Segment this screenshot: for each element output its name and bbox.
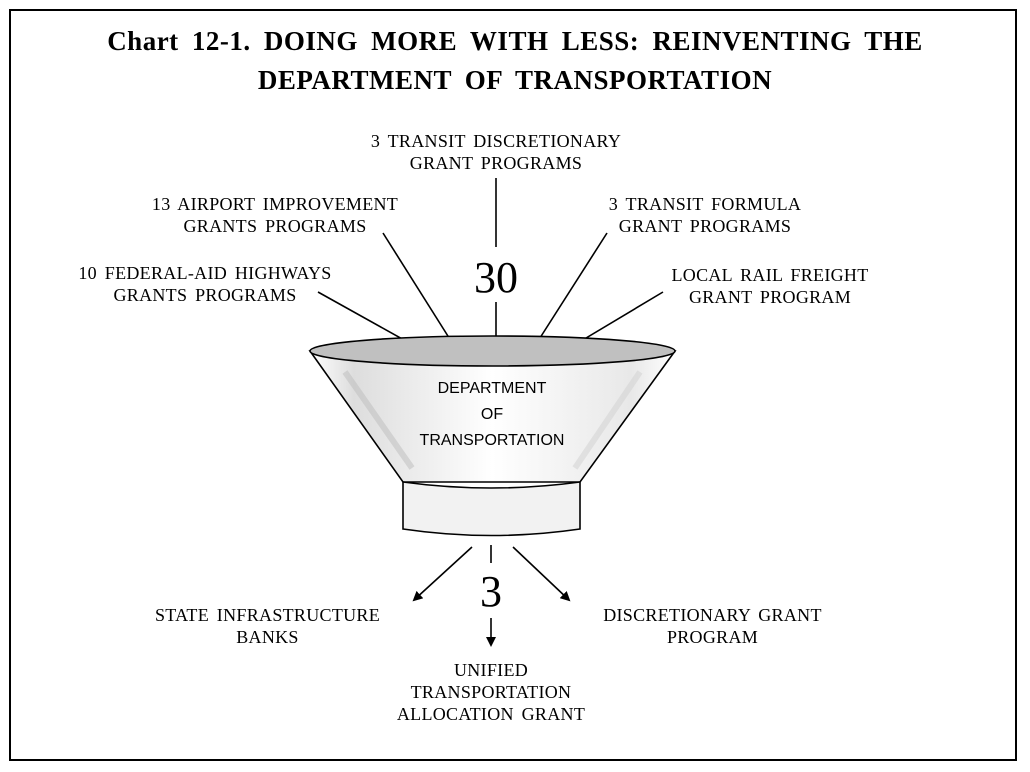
label-line: GRANTS PROGRAMS [183,216,367,236]
chart-title-line-2: DEPARTMENT OF TRANSPORTATION [257,65,773,95]
label-line: PROGRAM [666,627,759,647]
label-line: TRANSPORTATION [410,682,572,702]
chart-title-line-1: Chart 12-1. DOING MORE WITH LESS: REINVENTING THE [107,26,923,56]
label-airport-improvement [130,193,420,237]
label-line: ALLOCATION GRANT [396,704,586,724]
arrow-transit-formula [531,233,607,352]
label-line: BANKS [236,627,299,647]
label-line: DISCRETIONARY GRANT [603,605,822,625]
label-local-rail-freight [645,264,895,308]
label-transit-discretionary [346,130,646,174]
label-line: LOCAL RAIL FREIGHT [671,265,869,285]
output-total-number: 3 [480,567,502,616]
label-line: STATE INFRASTRUCTURE [154,605,381,625]
label-line: 10 FEDERAL-AID HIGHWAYS [78,263,332,283]
funnel-rim [310,336,675,366]
input-total-number: 30 [474,253,518,302]
funnel-label-line: OF [480,406,504,423]
label-discretionary-grant-program [565,604,860,648]
label-state-infrastructure-banks [115,604,420,648]
label-line: 13 AIRPORT IMPROVEMENT [151,194,399,214]
funnel-label-line: TRANSPORTATION [419,432,565,449]
label-line: GRANT PROGRAM [688,287,852,307]
label-line: UNIFIED [453,660,529,680]
funnel-label-line: DEPARTMENT [437,380,547,397]
arrow-discretionary-grant-program [513,547,569,600]
funnel-spout [403,482,580,536]
label-federal-aid-highways [55,262,355,306]
label-line: GRANT PROGRAMS [409,153,583,173]
label-line: GRANTS PROGRAMS [113,285,297,305]
label-transit-formula [580,193,830,237]
label-unified-transportation-allocation-grant [366,659,616,725]
label-line: GRANT PROGRAMS [618,216,792,236]
label-line: 3 TRANSIT FORMULA [608,194,802,214]
funnel-label [392,376,592,454]
label-line: 3 TRANSIT DISCRETIONARY [370,131,622,151]
